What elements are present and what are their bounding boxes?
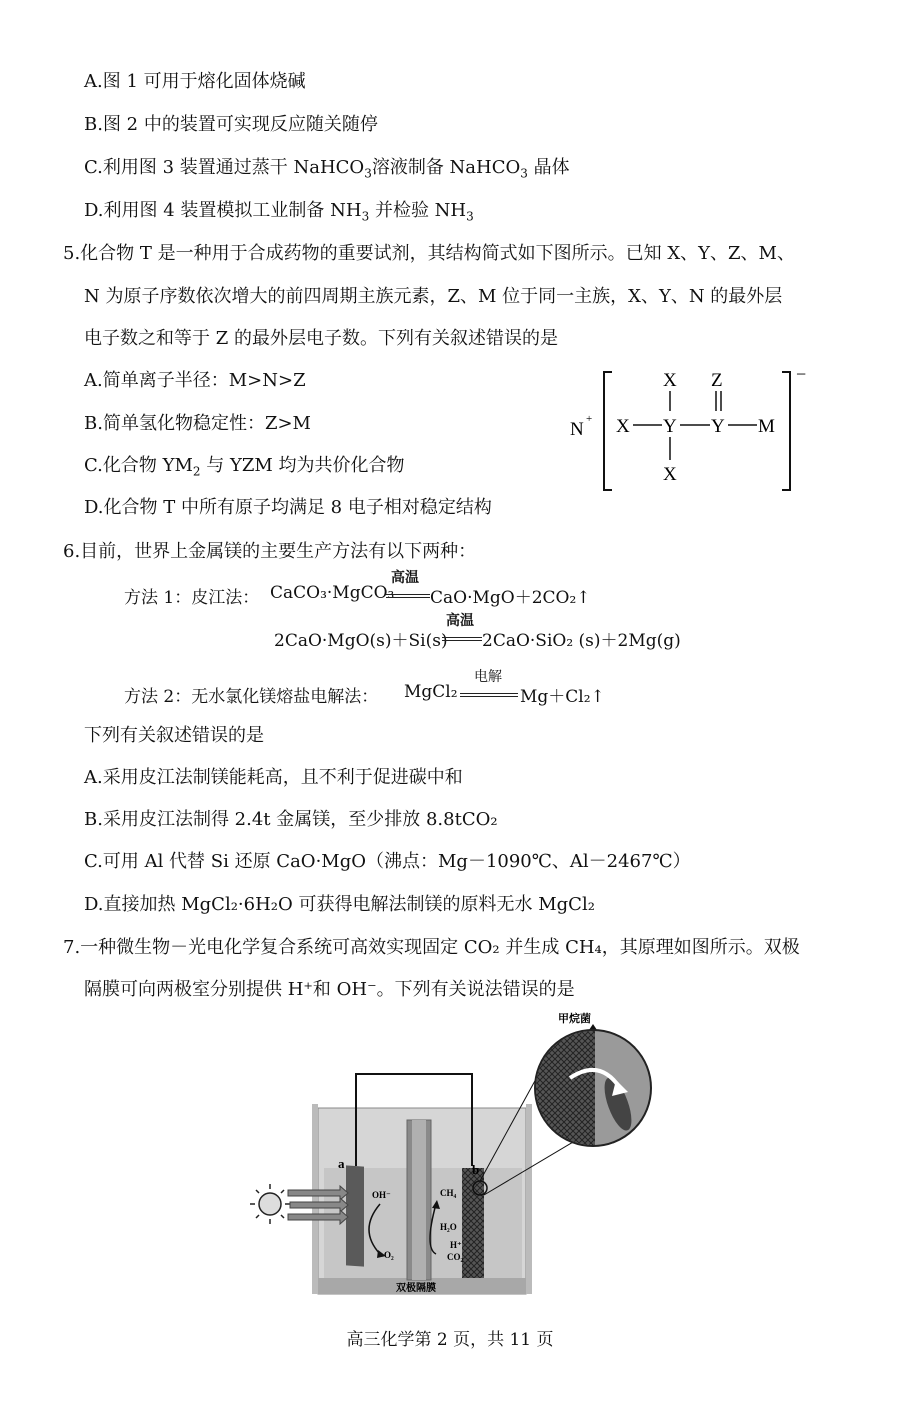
q5-stem-line1: 5.化合物 T 是一种用于合成药物的重要试剂，其结构简式如下图所示。已知 X、Y、Z、M、 xyxy=(63,243,795,264)
q4-option-b: B.图 2 中的装置可实现反应随关随停 xyxy=(84,114,378,135)
atom-m: M xyxy=(758,416,775,437)
q4-option-d: D.利用图 4 装置模拟工业制备 $NH_3$ 并检验 $NH_3$ xyxy=(84,200,474,224)
q6-question: 下列有关叙述错误的是 xyxy=(84,725,264,746)
q6-method1b-right: 2CaO·SiO₂ (s)＋2Mg(g) xyxy=(482,631,681,651)
cation-n: N xyxy=(570,419,584,440)
cond-high-temp-1: 高温 xyxy=(391,570,419,586)
q6-method1b-left: 2CaO·MgO(s)＋Si(s) xyxy=(274,631,448,651)
q6-method2-label: 方法 2：无水氯化镁熔盐电解法： xyxy=(124,687,379,707)
svg-text:+: + xyxy=(586,413,593,425)
equals-sign-2 xyxy=(442,637,482,641)
oh-label: OH⁻ xyxy=(372,1190,391,1200)
q7-stem-line1: 7.一种微生物－光电化学复合系统可高效实现固定 CO₂ 并生成 CH₄，其原理如图所示。双极 xyxy=(63,937,800,958)
atom-x-left: X xyxy=(616,416,630,437)
q5-option-c: C.化合物 $YM_2$ 与 YZM 均为共价化合物 xyxy=(84,455,405,479)
h-plus-label: H⁺ xyxy=(450,1240,462,1250)
atom-z: Z xyxy=(711,370,723,391)
q6-method2-left: MgCl₂ xyxy=(404,682,458,702)
q6-method2-right: Mg＋Cl₂↑ xyxy=(520,687,605,707)
atom-y2: Y xyxy=(711,416,725,437)
atom-x-bottom: X xyxy=(663,464,677,485)
q7-stem-line2: 隔膜可向两极室分别提供 H⁺和 OH⁻。下列有关说法错误的是 xyxy=(84,979,575,1000)
anion-charge: − xyxy=(796,364,807,384)
q6-method1-label: 方法 1：皮江法： xyxy=(124,588,260,608)
q5-stem-line3: 电子数之和等于 Z 的最外层电子数。下列有关叙述错误的是 xyxy=(84,328,558,349)
q6-option-d: D.直接加热 MgCl₂·6H₂O 可获得电解法制镁的原料无水 MgCl₂ xyxy=(84,894,595,915)
q6-option-a: A.采用皮江法制镁能耗高，且不利于促进碳中和 xyxy=(84,767,463,788)
bacteria-label: 甲烷菌 xyxy=(558,1013,591,1025)
q6-option-c: C.可用 Al 代替 Si 还原 CaO·MgO（沸点：Mg－1090℃、Al－2467℃） xyxy=(84,851,691,872)
page-footer: 高三化学第 2 页，共 11 页 xyxy=(346,1330,554,1350)
membrane-label: 双极隔膜 xyxy=(396,1283,436,1294)
equals-sign-3 xyxy=(460,693,518,697)
q4-option-a: A.图 1 可用于熔化固体烧碱 xyxy=(84,71,306,92)
q6-method1-right: CaO·MgO＋2CO₂↑ xyxy=(430,588,591,608)
o2-label: O₂ xyxy=(384,1250,394,1260)
co2-label: CO₂ xyxy=(447,1252,464,1262)
q6-option-b: B.采用皮江法制得 2.4t 金属镁，至少排放 8.8tCO₂ xyxy=(84,809,498,830)
q6-stem: 6.目前，世界上金属镁的主要生产方法有以下两种： xyxy=(63,541,477,562)
electrode-a-label: a xyxy=(338,1156,345,1171)
atom-y1: Y xyxy=(663,416,677,437)
q5-option-a: A.简单离子半径：M>N>Z xyxy=(84,370,306,391)
h2o-label: H₂O xyxy=(440,1222,457,1232)
q5-option-b: B.简单氢化物稳定性：Z>M xyxy=(84,413,311,434)
q5-structure-figure xyxy=(560,360,820,500)
ch4-label: CH₄ xyxy=(440,1188,457,1198)
q7-figure xyxy=(240,1008,680,1298)
q5-stem-line2: N 为原子序数依次增大的前四周期主族元素，Z、M 位于同一主族，X、Y、N 的最外层 xyxy=(84,286,783,307)
equals-sign-1 xyxy=(386,594,430,598)
atom-x-top: X xyxy=(663,370,677,391)
q6-method1-left: CaCO₃·MgCO₃ xyxy=(270,583,395,603)
electrode-b-label: b xyxy=(472,1162,480,1177)
q4-option-c: C.利用图 3 装置通过蒸干 NaHCO$_3$溶液制备 NaHCO$_3$ 晶体 xyxy=(84,157,570,181)
cond-electrolysis: 电解 xyxy=(474,669,502,685)
q5-option-d: D.化合物 T 中所有原子均满足 8 电子相对稳定结构 xyxy=(84,497,492,518)
cond-high-temp-2: 高温 xyxy=(446,613,474,629)
